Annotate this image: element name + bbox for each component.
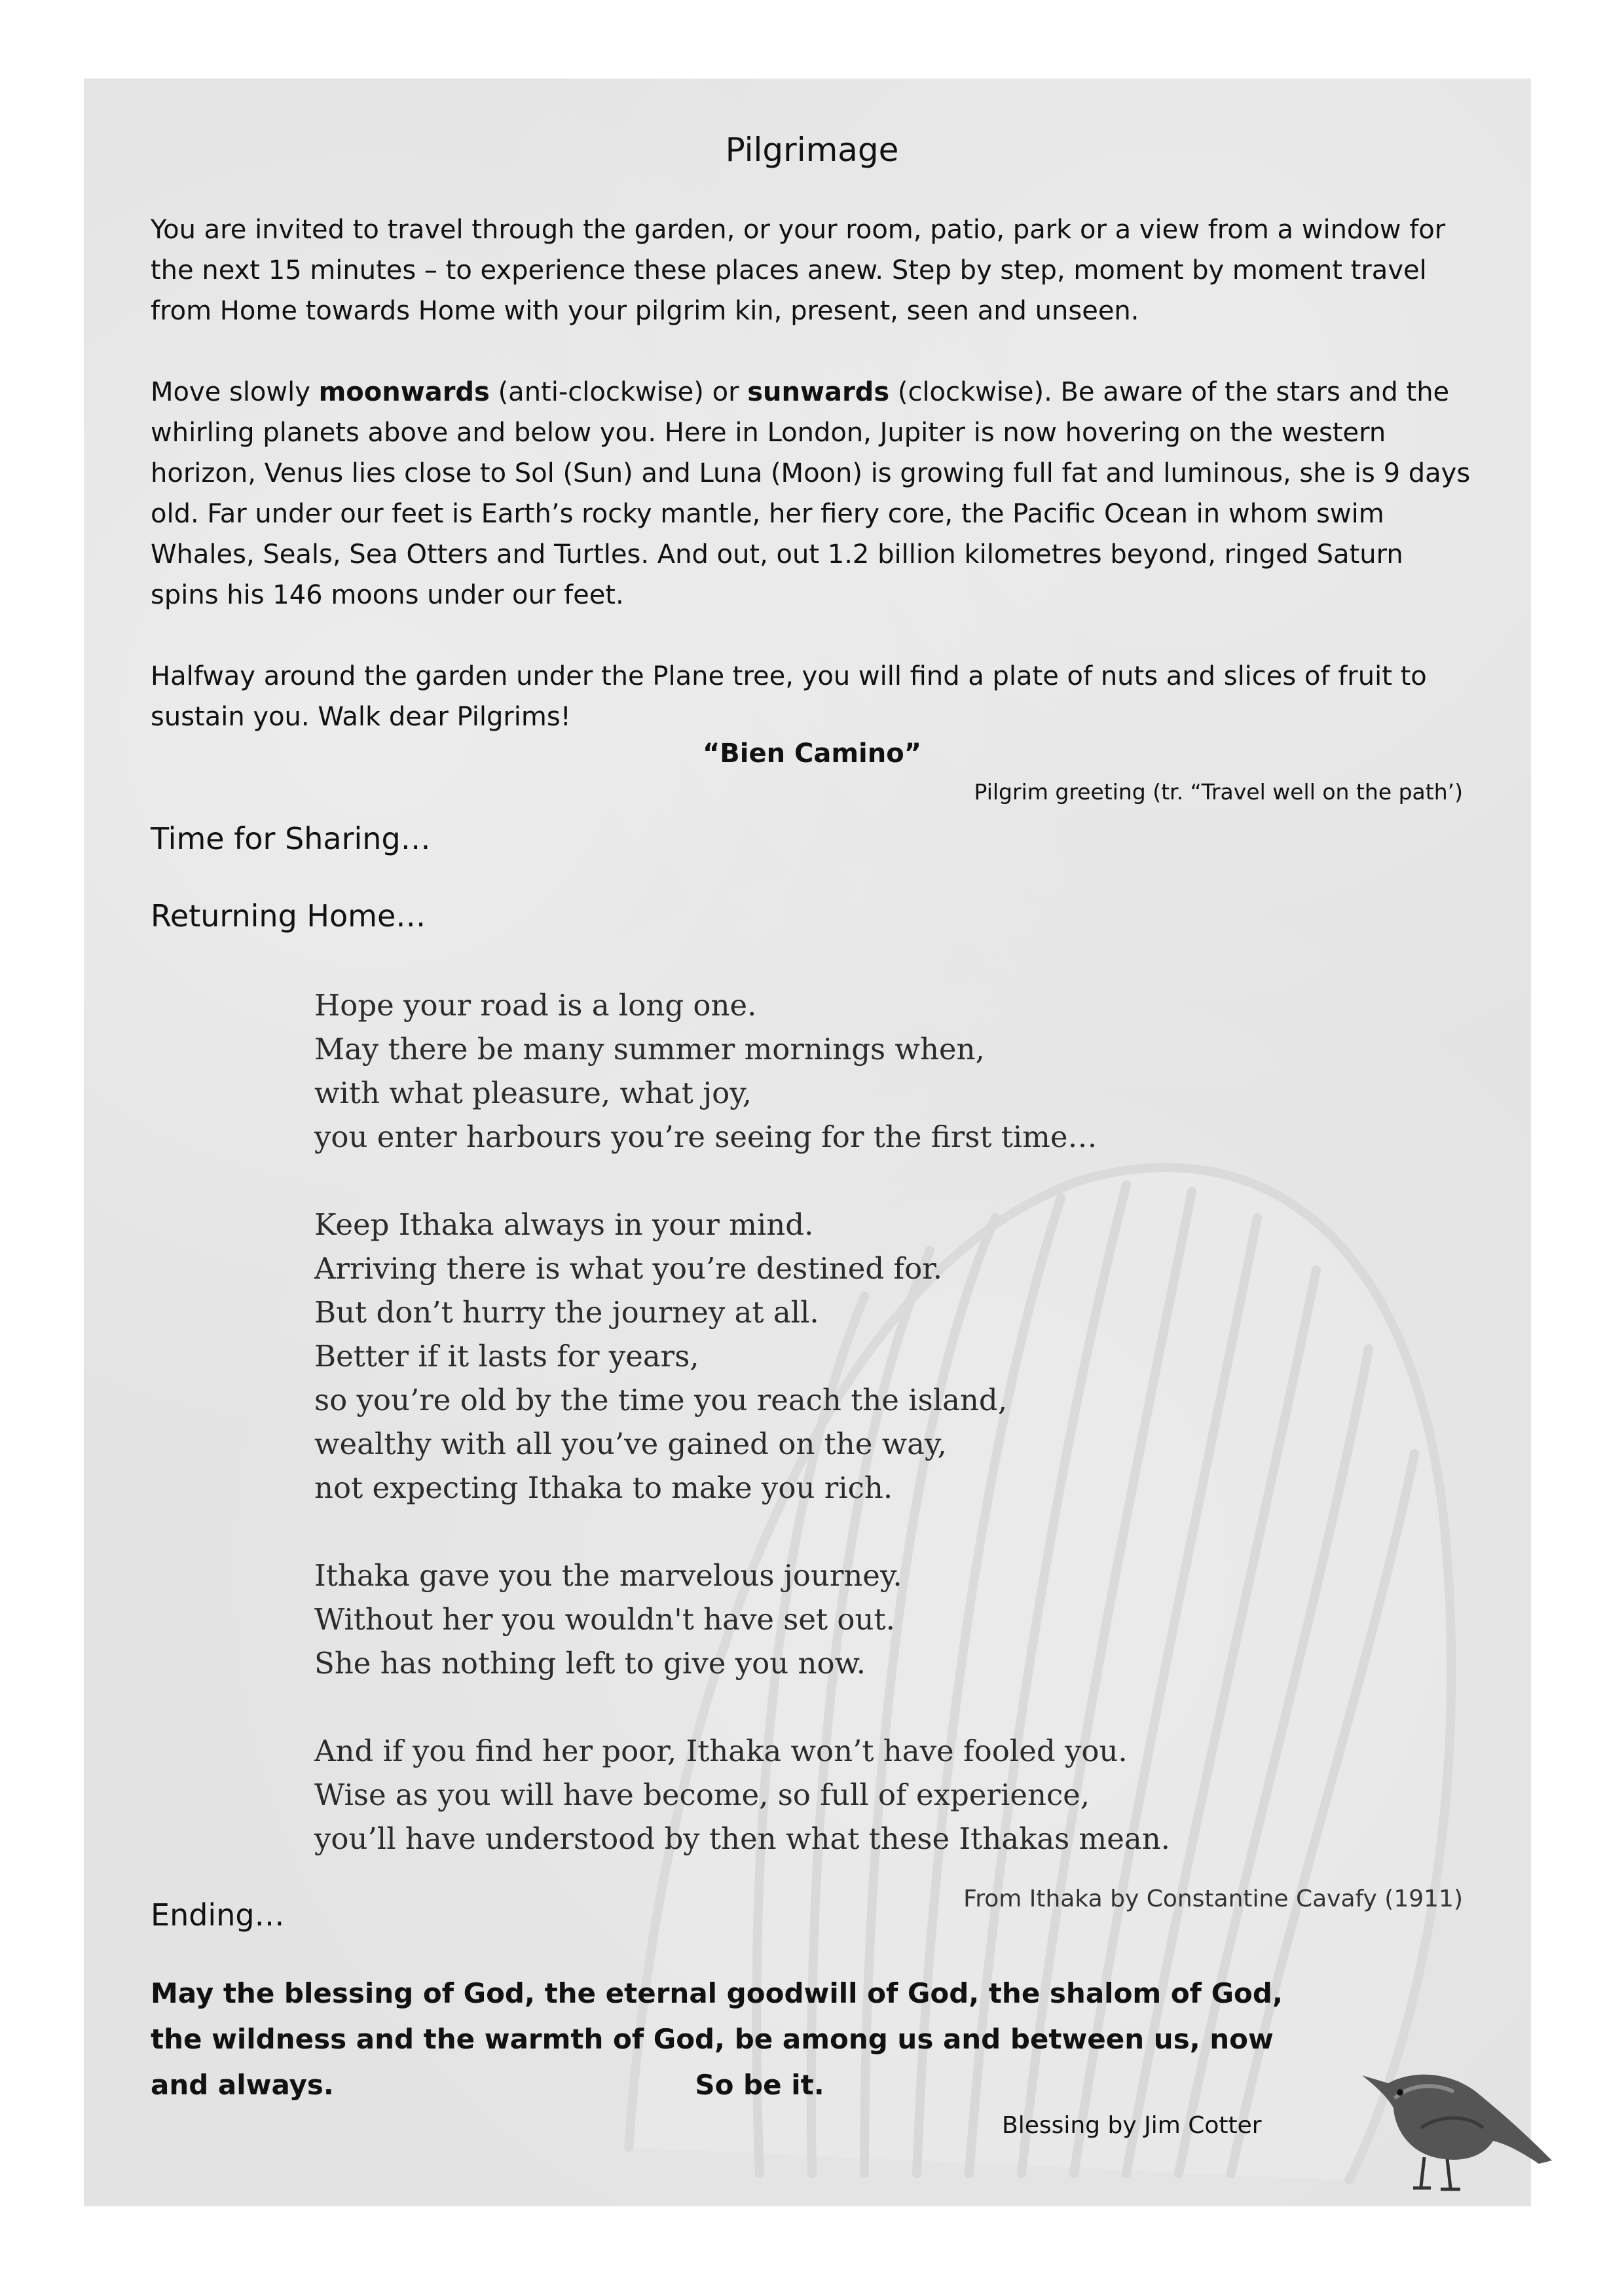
poem-line: Hope your road is a long one. — [314, 988, 757, 1023]
blessing-amen: So be it. — [695, 2069, 824, 2101]
pilgrim-greeting: “Bien Camino” — [702, 738, 921, 769]
poem-stanza — [314, 1729, 1362, 1861]
poem-line: Arriving there is what you’re destined for. — [314, 1251, 943, 1286]
poem-line: She has nothing left to give you now. — [314, 1646, 866, 1681]
page-title: Pilgrimage — [725, 131, 899, 169]
poem-line: Keep Ithaka always in your mind. — [314, 1207, 814, 1242]
garden-paragraph: Halfway around the garden under the Plane tree, you will find a plate of nuts and slices of fruit to sustain you. Walk dear Pilgrims! — [151, 661, 1427, 732]
moonwards-term: moonwards — [318, 377, 490, 407]
wren-bird-image — [1342, 2036, 1559, 2206]
poem-line: you enter harbours you’re seeing for the first time… — [314, 1120, 1098, 1154]
poem-credit: From Ithaka by Constantine Cavafy (1911) — [963, 1886, 1463, 1912]
sunwards-term: sunwards — [747, 377, 890, 407]
poem-stanza — [314, 1554, 1362, 1685]
poem-line: May there be many summer mornings when, — [314, 1032, 985, 1066]
blessing-credit: Blessing by Jim Cotter — [1002, 2112, 1262, 2139]
greeting-translation: Pilgrim greeting (tr. “Travel well on the path’) — [974, 779, 1463, 805]
poem-line: wealthy with all you’ve gained on the way, — [314, 1427, 947, 1461]
poem-line: But don’t hurry the journey at all. — [314, 1295, 819, 1330]
poem-line: Wise as you will have become, so full of experience, — [314, 1777, 1090, 1812]
planets-paragraph: Move slowly moonwards (anti-clockwise) or sunwards (clockwise). Be aware of the stars and the whirling planets above and below you. Here in London, Jupiter is now hovering on the western horizon, Venus lies close to Sol (Sun) and Luna (Moon) is growing full fat and luminous, she is 9 days old. Far under our feet is Earth’s rocky mantle, her fiery core, the Pacific Ocean in whom swim Whales, Seals, Sea Otters and Turtles. And out, out 1.2 billion kilometres beyond, ringed Saturn spins his 146 moons under our feet. — [151, 377, 1471, 610]
poem-stanza — [314, 1203, 1362, 1510]
poem-line: so you’re old by the time you reach the island, — [314, 1383, 1008, 1417]
poem-line: And if you find her poor, Ithaka won’t have fooled you. — [314, 1734, 1128, 1768]
poem-line: with what pleasure, what joy, — [314, 1076, 752, 1110]
blessing-text: May the blessing of God, the eternal goodwill of God, the shalom of God, the wildness and the warmth of God, be among us and between us, now and always. — [151, 1977, 1283, 2101]
ithaka-poem — [314, 983, 1362, 1904]
poem-stanza — [314, 983, 1362, 1159]
heading-sharing: Time for Sharing… — [151, 821, 431, 856]
poem-line: Ithaka gave you the marvelous journey. — [314, 1558, 902, 1593]
poem-line: Better if it lasts for years, — [314, 1339, 699, 1374]
heading-ending: Ending… — [151, 1897, 285, 1933]
poem-line: Without her you wouldn't have set out. — [314, 1602, 895, 1637]
poem-line: you’ll have understood by then what these Ithakas mean. — [314, 1821, 1170, 1856]
heading-returning: Returning Home… — [151, 898, 426, 934]
poem-line: not expecting Ithaka to make you rich. — [314, 1470, 893, 1505]
intro-paragraph: You are invited to travel through the garden, or your room, patio, park or a view from a window for the next 15 minutes – to experience these places anew. Step by step, moment by moment travel from Home towards Home with your pilgrim kin, present, seen and unseen. — [151, 215, 1446, 326]
